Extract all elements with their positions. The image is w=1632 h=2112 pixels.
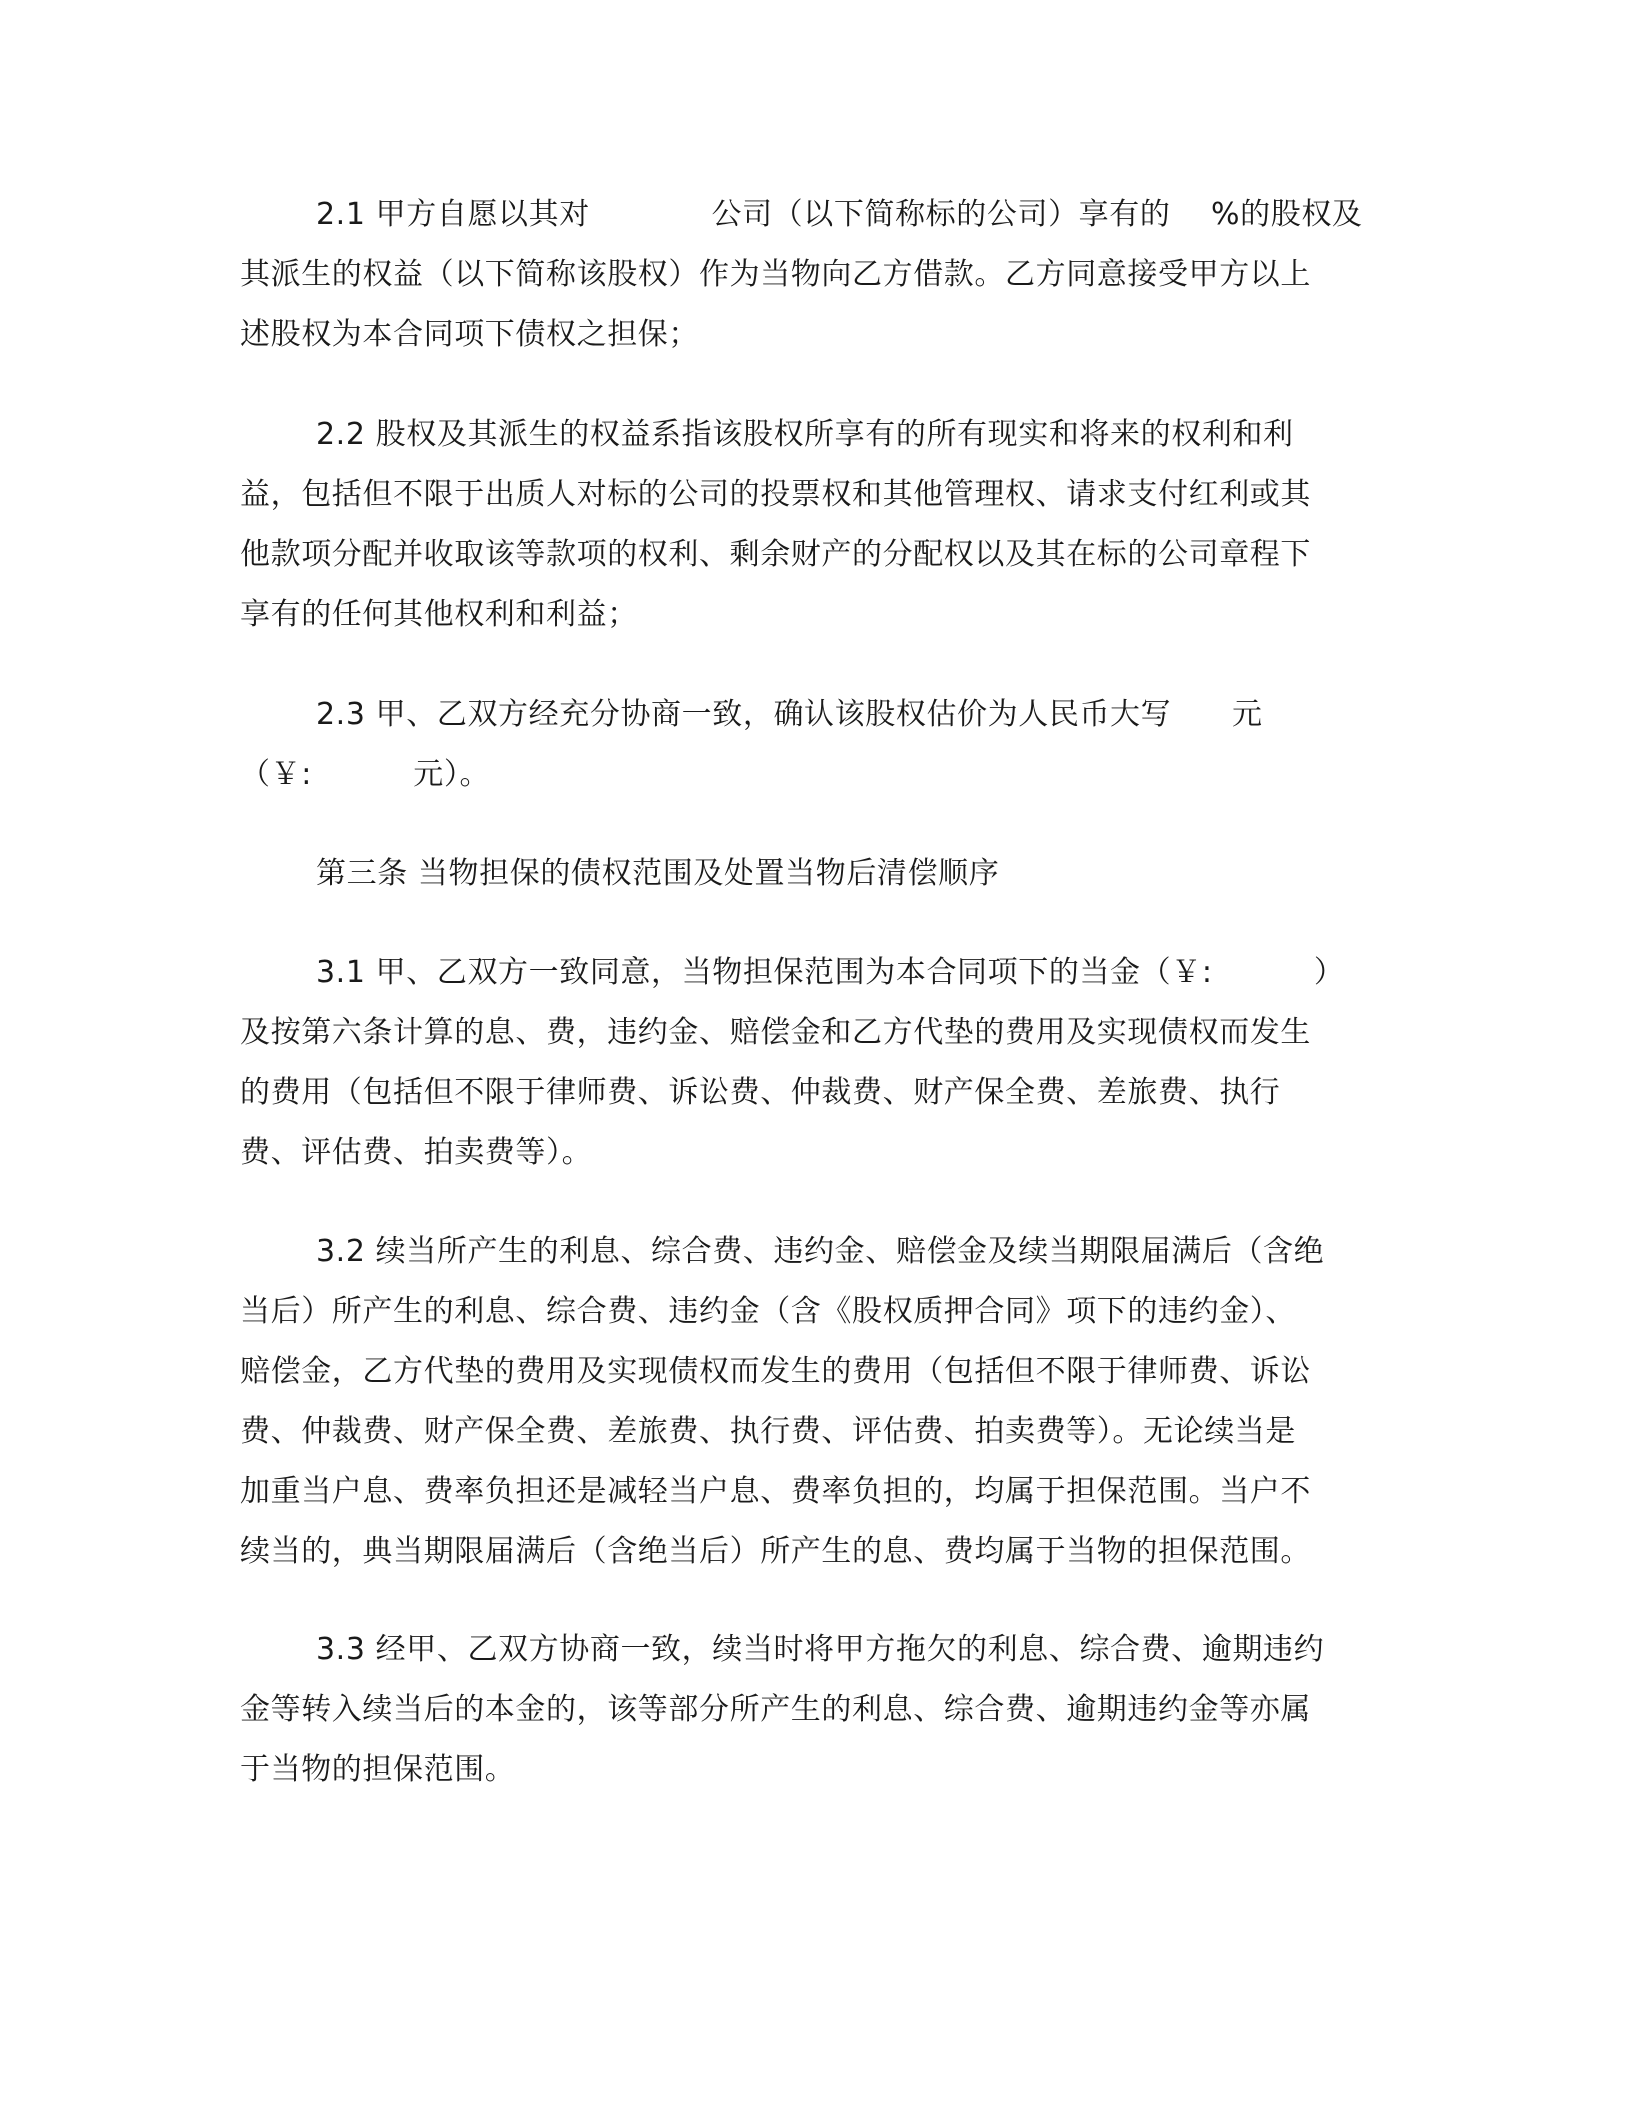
clause-3-2-line-6: 续当的，典当期限届满后（含绝当后）所产生的息、费均属于当物的担保范围。 [240, 1534, 1311, 1569]
clause-2-3 [240, 685, 1380, 805]
clause-3-3-line-2: 金等转入续当后的本金的，该等部分所产生的利息、综合费、逾期违约金等亦属 [240, 1692, 1311, 1727]
clause-2-2-line-1: 2.2 股权及其派生的权益系指该股权所享有的所有现实和将来的权利和利 [316, 417, 1294, 452]
clause-2-2 [240, 405, 1380, 645]
clause-3-1-line-1: 3.1 甲、乙双方一致同意，当物担保范围为本合同项下的当金（￥: ） [316, 955, 1345, 990]
clause-2-1-line-3: 述股权为本合同项下债权之担保； [240, 317, 699, 352]
clause-2-3-line-1: 2.3 甲、乙双方经充分协商一致，确认该股权估价为人民币大写 元 [316, 697, 1263, 732]
clause-3-1-line-2: 及按第六条计算的息、费，违约金、赔偿金和乙方代垫的费用及实现债权而发生 [240, 1015, 1311, 1050]
clause-3-2-line-5: 加重当户息、费率负担还是减轻当户息、费率负担的，均属于担保范围。当户不 [240, 1474, 1311, 1509]
clause-2-1-line-2: 其派生的权益（以下简称该股权）作为当物向乙方借款。乙方同意接受甲方以上 [240, 257, 1311, 292]
clause-3-2-line-3: 赔偿金，乙方代垫的费用及实现债权而发生的费用（包括但不限于律师费、诉讼 [240, 1354, 1311, 1389]
clause-3-2-line-1: 3.2 续当所产生的利息、综合费、违约金、赔偿金及续当期限届满后（含绝 [316, 1234, 1325, 1269]
clause-3-3 [240, 1620, 1380, 1800]
clause-3-2-line-4: 费、仲裁费、财产保全费、差旅费、执行费、评估费、拍卖费等）。无论续当是 [240, 1414, 1296, 1449]
clause-3-2 [240, 1222, 1380, 1582]
clause-3-3-line-3: 于当物的担保范围。 [240, 1752, 516, 1787]
clause-3-1-line-3: 的费用（包括但不限于律师费、诉讼费、仲裁费、财产保全费、差旅费、执行 [240, 1075, 1281, 1110]
clause-2-3-line-2: （￥: 元）。 [240, 757, 491, 792]
clause-2-2-line-4: 享有的任何其他权利和利益； [240, 597, 638, 632]
clause-3-3-line-1: 3.3 经甲、乙双方协商一致，续当时将甲方拖欠的利息、综合费、逾期违约 [316, 1632, 1325, 1667]
clause-3-2-line-2: 当后）所产生的利息、综合费、违约金（含《股权质押合同》项下的违约金）、 [240, 1294, 1296, 1329]
clause-2-1-line-1: 2.1 甲方自愿以其对 公司（以下简称标的公司）享有的 %的股权及 [316, 197, 1363, 232]
article-3-heading [240, 844, 1380, 904]
clause-3-1 [240, 943, 1380, 1183]
article-3-title: 第三条 当物担保的债权范围及处置当物后清偿顺序 [316, 856, 1000, 891]
clause-2-2-line-2: 益，包括但不限于出质人对标的公司的投票权和其他管理权、请求支付红利或其 [240, 477, 1311, 512]
clause-2-1 [240, 185, 1380, 365]
clause-3-1-line-4: 费、评估费、拍卖费等）。 [240, 1135, 593, 1170]
clause-2-2-line-3: 他款项分配并收取该等款项的权利、剩余财产的分配权以及其在标的公司章程下 [240, 537, 1311, 572]
